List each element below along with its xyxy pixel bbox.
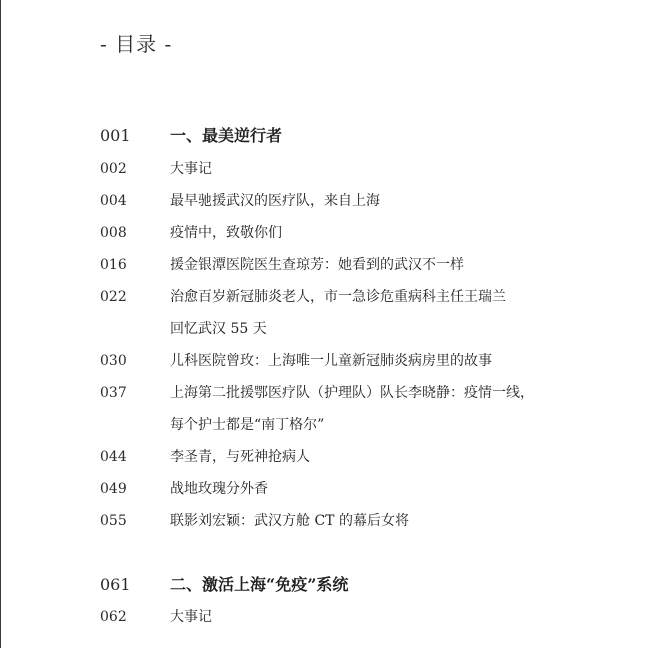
- toc-entry-continuation[interactable]: [0, 315, 645, 343]
- toc-entry[interactable]: [0, 507, 645, 535]
- toc-entry[interactable]: [0, 475, 645, 503]
- toc-entry[interactable]: [0, 187, 645, 215]
- toc-entry-title: 战地玫瑰分外香: [170, 481, 268, 497]
- toc-section-title: 一、最美逆行者: [170, 126, 283, 145]
- toc-entry[interactable]: [0, 219, 645, 247]
- toc-page-number: 055: [100, 513, 127, 529]
- toc-entry-continuation[interactable]: [0, 411, 645, 439]
- toc-entry-title: 治愈百岁新冠肺炎老人，市一急诊危重病科主任王瑞兰: [170, 289, 506, 305]
- toc-title: - 目录 -: [100, 32, 173, 56]
- toc-entry[interactable]: [0, 603, 645, 631]
- toc-entry[interactable]: [0, 379, 645, 407]
- toc-entry[interactable]: [0, 443, 645, 471]
- toc-entry[interactable]: [0, 251, 645, 279]
- toc-page-number: 030: [100, 353, 127, 369]
- toc-page-number: 022: [100, 289, 127, 305]
- toc-entry[interactable]: [0, 347, 645, 375]
- toc-entry-title: 最早驰援武汉的医疗队，来自上海: [170, 193, 380, 209]
- toc-page-number: 001: [100, 126, 131, 145]
- toc-section-entry[interactable]: [0, 571, 645, 599]
- toc-page-number: 004: [100, 193, 127, 209]
- toc-section-entry[interactable]: [0, 122, 645, 150]
- toc-page-number: 008: [100, 225, 127, 241]
- toc-entry-title: 每个护士都是“南丁格尔”: [170, 417, 325, 433]
- toc-entry[interactable]: [0, 283, 645, 311]
- toc-page-number: 016: [100, 257, 127, 273]
- toc-entry-title: 大事记: [170, 609, 212, 625]
- toc-entry-title: 回忆武汉 55 天: [170, 321, 267, 337]
- toc-page-number: 002: [100, 161, 127, 177]
- toc-page-number: 037: [100, 385, 127, 401]
- toc-entry-title: 疫情中，致敬你们: [170, 225, 282, 241]
- toc-entry-title: 联影刘宏颖：武汉方舱 CT 的幕后女将: [170, 513, 409, 529]
- toc-page-number: 061: [100, 575, 131, 594]
- toc-entry-title: 儿科医院曾玫：上海唯一儿童新冠肺炎病房里的故事: [170, 353, 492, 369]
- toc-entry[interactable]: [0, 155, 645, 183]
- toc-page-number: 044: [100, 449, 127, 465]
- toc-section-title: 二、激活上海“免疫”系统: [170, 575, 349, 594]
- toc-page-number: 062: [100, 609, 127, 625]
- toc-page-number: 049: [100, 481, 127, 497]
- toc-entry-title: 李圣青，与死神抢病人: [170, 449, 310, 465]
- toc-entry-title: 大事记: [170, 161, 212, 177]
- toc-entry-title: 上海第二批援鄂医疗队（护理队）队长李晓静：疫情一线，: [170, 385, 534, 401]
- toc-entry-title: 援金银潭医院医生查琼芳：她看到的武汉不一样: [170, 257, 464, 273]
